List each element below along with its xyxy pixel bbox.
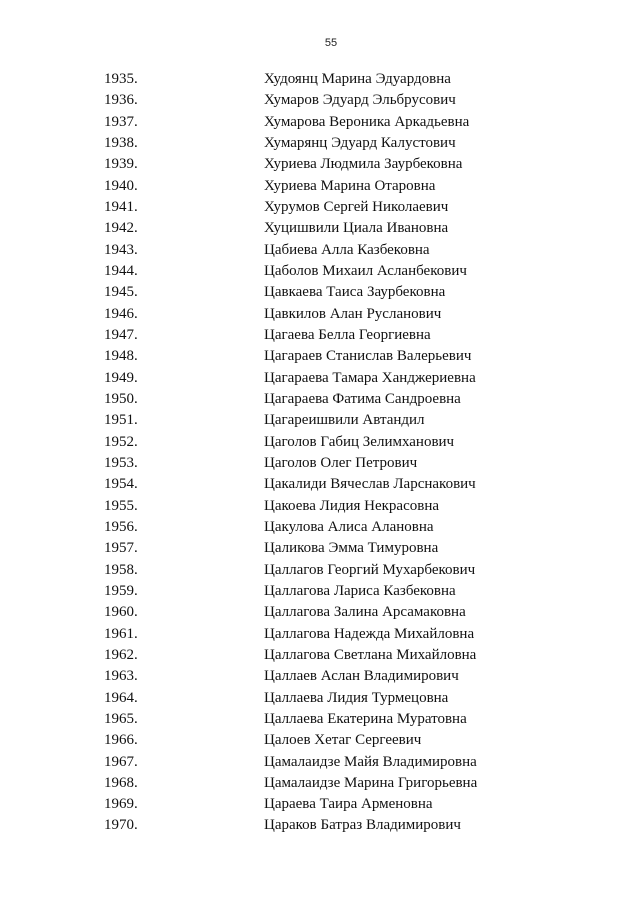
entry-name: Цамалаидзе Майя Владимировна (264, 753, 477, 770)
list-item (0, 496, 640, 517)
entry-number: 1963. (104, 668, 138, 685)
entry-number: 1970. (104, 817, 138, 834)
list-item (0, 815, 640, 836)
list-item (0, 69, 640, 90)
name-list (0, 69, 640, 837)
entry-name: Цакалиди Вячеслав Ларснакович (264, 476, 476, 493)
list-item (0, 325, 640, 346)
list-item (0, 154, 640, 175)
entry-number: 1959. (104, 582, 138, 599)
entry-number: 1941. (104, 198, 138, 215)
entry-name: Цагареишвили Автандил (264, 412, 425, 429)
list-item (0, 90, 640, 111)
entry-name: Цаллагова Лариса Казбековна (264, 582, 456, 599)
entry-number: 1957. (104, 540, 138, 557)
list-item (0, 581, 640, 602)
list-item (0, 282, 640, 303)
entry-number: 1938. (104, 134, 138, 151)
entry-number: 1942. (104, 220, 138, 237)
entry-number: 1937. (104, 113, 138, 130)
entry-name: Хуриева Людмила Заурбековна (264, 156, 463, 173)
entry-name: Цаллагова Залина Арсамаковна (264, 604, 466, 621)
list-item (0, 432, 640, 453)
list-item (0, 688, 640, 709)
list-item (0, 112, 640, 133)
entry-number: 1968. (104, 774, 138, 791)
list-item (0, 133, 640, 154)
entry-number: 1949. (104, 369, 138, 386)
entry-number: 1940. (104, 177, 138, 194)
list-item (0, 240, 640, 261)
entry-number: 1936. (104, 92, 138, 109)
entry-number: 1948. (104, 348, 138, 365)
entry-number: 1965. (104, 710, 138, 727)
list-item (0, 560, 640, 581)
entry-name: Цаллагов Георгий Мухарбекович (264, 561, 476, 578)
entry-name: Цаллагова Светлана Михайловна (264, 646, 477, 663)
entry-name: Хурумов Сергей Николаевич (264, 198, 449, 215)
list-item (0, 474, 640, 495)
list-item (0, 389, 640, 410)
entry-name: Хумарянц Эдуард Калустович (264, 134, 456, 151)
entry-name: Хумарова Вероника Аркадьевна (264, 113, 470, 130)
entry-name: Цаллаев Аслан Владимирович (264, 668, 459, 685)
list-item (0, 218, 640, 239)
entry-name: Цамалаидзе Марина Григорьевна (264, 774, 478, 791)
entry-name: Цабиева Алла Казбековна (264, 241, 430, 258)
list-item (0, 730, 640, 751)
entry-number: 1955. (104, 497, 138, 514)
list-item (0, 410, 640, 431)
entry-number: 1951. (104, 412, 138, 429)
entry-name: Цавкилов Алан Русланович (264, 305, 442, 322)
entry-name: Цаллаева Екатерина Муратовна (264, 710, 467, 727)
entry-name: Цаллаева Лидия Турмецовна (264, 689, 449, 706)
entry-number: 1956. (104, 518, 138, 535)
entry-name: Цаголов Олег Петрович (264, 454, 418, 471)
list-item (0, 538, 640, 559)
entry-name: Цакулова Алиса Алановна (264, 518, 434, 535)
entry-number: 1961. (104, 625, 138, 642)
list-item (0, 773, 640, 794)
entry-name: Цагаева Белла Георгиевна (264, 326, 431, 343)
list-item (0, 666, 640, 687)
entry-name: Хумаров Эдуард Эльбрусович (264, 92, 456, 109)
entry-number: 1966. (104, 732, 138, 749)
entry-name: Цавкаева Таиса Заурбековна (264, 284, 446, 301)
list-item (0, 709, 640, 730)
entry-number: 1950. (104, 390, 138, 407)
entry-number: 1939. (104, 156, 138, 173)
list-item (0, 752, 640, 773)
entry-number: 1947. (104, 326, 138, 343)
entry-name: Цалоев Хетаг Сергеевич (264, 732, 422, 749)
entry-number: 1953. (104, 454, 138, 471)
entry-name: Цараева Таира Арменовна (264, 796, 433, 813)
list-item (0, 261, 640, 282)
list-item (0, 346, 640, 367)
entry-number: 1954. (104, 476, 138, 493)
entry-number: 1946. (104, 305, 138, 322)
list-item (0, 517, 640, 538)
list-item (0, 624, 640, 645)
list-item (0, 304, 640, 325)
page-number: 55 (324, 37, 338, 49)
entry-number: 1944. (104, 262, 138, 279)
entry-number: 1935. (104, 71, 138, 87)
list-item (0, 197, 640, 218)
entry-name: Цаллагова Надежда Михайловна (264, 625, 475, 642)
entry-number: 1967. (104, 753, 138, 770)
entry-number: 1969. (104, 796, 138, 813)
entry-number: 1958. (104, 561, 138, 578)
entry-number: 1945. (104, 284, 138, 301)
entry-name: Цагараева Тамара Ханджериевна (264, 369, 476, 386)
entry-name: Цараков Батраз Владимирович (264, 817, 461, 834)
list-item (0, 176, 640, 197)
entry-name: Цагараев Станислав Валерьевич (264, 348, 472, 365)
entry-number: 1962. (104, 646, 138, 663)
list-item (0, 602, 640, 623)
entry-number: 1952. (104, 433, 138, 450)
entry-name: Худоянц Марина Эдуардовна (264, 71, 451, 87)
list-item (0, 794, 640, 815)
list-item (0, 645, 640, 666)
entry-number: 1960. (104, 604, 138, 621)
list-item (0, 453, 640, 474)
entry-name: Цаголов Габиц Зелимханович (264, 433, 455, 450)
entry-number: 1943. (104, 241, 138, 258)
entry-name: Хуцишвили Циала Ивановна (264, 220, 449, 237)
entry-name: Хуриева Марина Отаровна (264, 177, 436, 194)
entry-name: Цаболов Михаил Асланбекович (264, 262, 467, 279)
entry-name: Цакоева Лидия Некрасовна (264, 497, 440, 514)
entry-number: 1964. (104, 689, 138, 706)
entry-name: Цагараева Фатима Сандроевна (264, 390, 461, 407)
entry-name: Цаликова Эмма Тимуровна (264, 540, 439, 557)
list-item (0, 368, 640, 389)
